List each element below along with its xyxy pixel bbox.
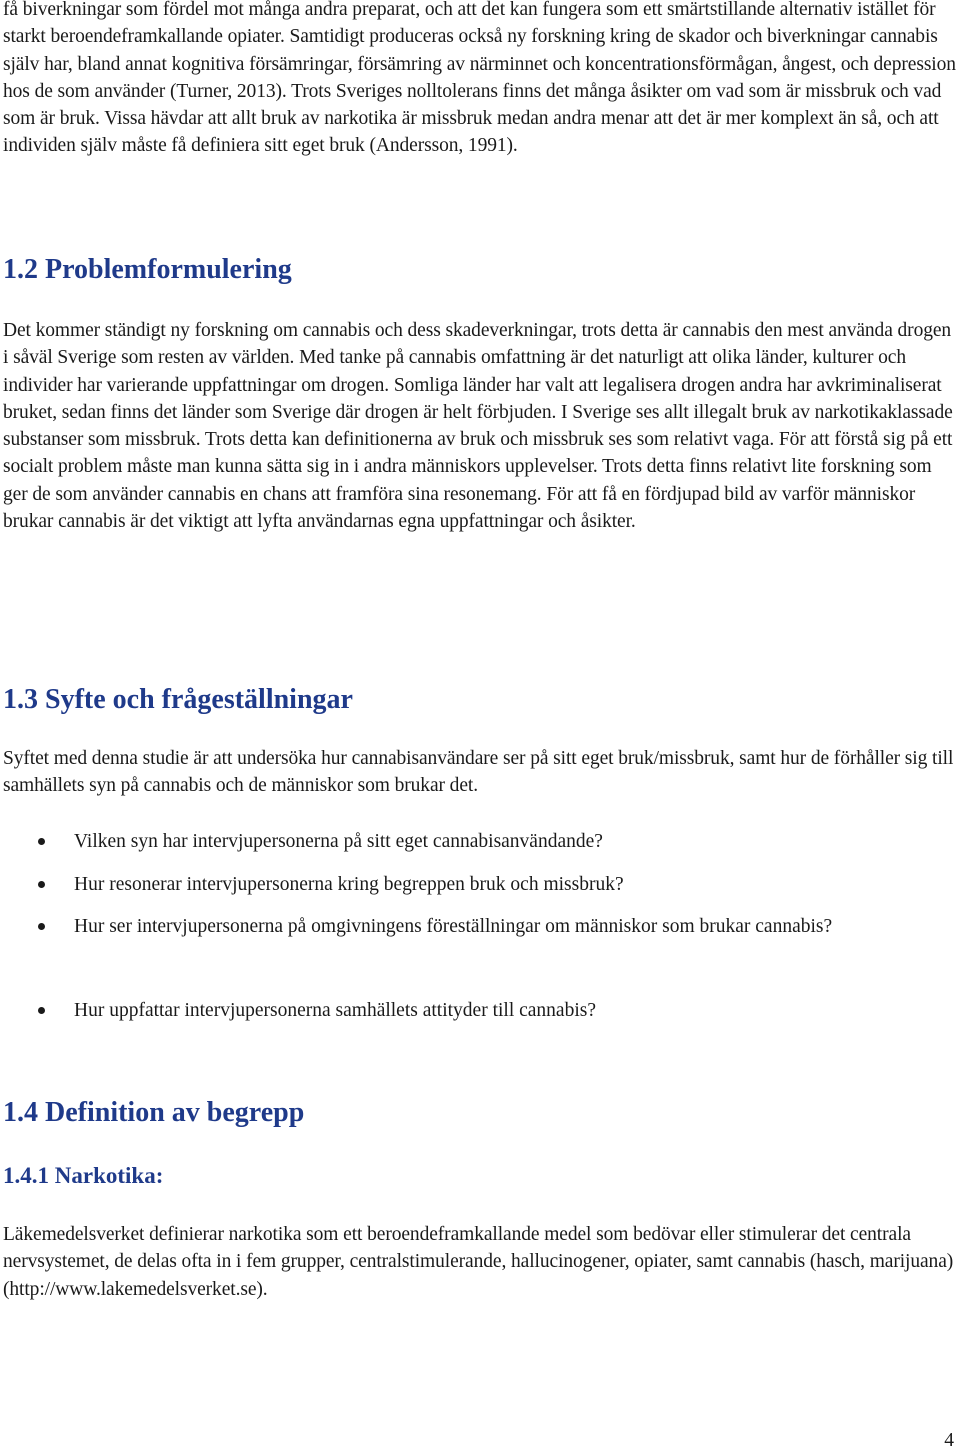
intro-sentence: få biverkningar som fördel mot många andra preparat, och att det kan fungera som ett smärtstillande alternativ istället för starkt beroendeframkallande opiater. (3, 0, 936, 48)
problem-sentence: Trots detta kan definitionerna av bruk och missbruk ses som relativt vaga. (200, 429, 775, 451)
page-number: 4 (944, 1430, 954, 1451)
bullet-icon (38, 923, 45, 930)
question-text: Hur uppfattar intervjupersonerna samhällets attityder till cannabis? (74, 1000, 596, 1021)
problem-sentence: Det kommer ständigt ny forskning om cannabis och dess skadeverkningar, trots detta är cannabis den mest använda drogen i såväl Sverige som resten av världen. (3, 320, 952, 369)
section-heading-syfte: 1.3 Syfte och frågeställningar (3, 684, 353, 715)
problem-sentence: För att få en fördjupad bild av varför människor brukar cannabis är det viktigt att lyfta användarnas egna uppfattningar och åsikter. (3, 483, 916, 533)
problem-sentence: Somliga länder har valt att legalisera drogen andra har avkriminaliserat bruket, sedan finns det länder som Sverige där drogen är helt förbjuden. (3, 374, 942, 423)
problem-sentence: För att förstå sig på ett socialt problem måste man kunna sätta sig in i andra människors upplevelser. (3, 429, 953, 478)
subsection-heading-narkotika: 1.4.1 Narkotika: (3, 1163, 164, 1188)
question-text: Hur resonerar intervjupersonerna kring begreppen bruk och missbruk? (74, 874, 624, 895)
problem-sentence: Trots detta finns relativt lite forskning som ger de som använder cannabis en chans att framföra sina resonemang. (3, 456, 932, 505)
bullet-icon (38, 881, 45, 888)
section-heading-definition: 1.4 Definition av begrepp (3, 1097, 305, 1128)
syfte-paragraph: Syftet med denna studie är att undersöka hur cannabisanvändare ser på sitt eget bruk/missbruk, samt hur de förhåller sig till samhällets syn på cannabis och de människor som brukar det. (3, 748, 954, 797)
bullet-icon (38, 1007, 45, 1014)
intro-paragraph (3, 0, 958, 160)
bullet-icon (38, 838, 45, 845)
question-text: Hur ser intervjupersonerna på omgivningens föreställningar om människor som brukar cannabis? (74, 916, 833, 937)
question-text: Vilken syn har intervjupersonerna på sitt eget cannabisanvändande? (74, 831, 603, 852)
intro-sentence: Samtidigt produceras också ny forskning kring de skador och biverkningar cannabis själv har, bland annat kognitiva försämringar, försämring av närminnet och koncentrationsförmågan, ångest, och depression hos de som använder (Turner, 2013). (3, 26, 956, 102)
intro-sentence: Trots Sveriges nolltolerans finns det många åsikter om vad som är missbruk och vad som är bruk. (3, 80, 942, 130)
intro-sentence: Vissa hävdar att allt bruk av narkotika är missbruk medan andra menar att det är mer komplext än så, och att individen själv måste få definiera sitt eget bruk (Andersson, 1991). (3, 108, 939, 157)
problem-sentence: I Sverige ses allt illegalt bruk av narkotikaklassade substanser som missbruk. (3, 401, 953, 451)
section-heading-problemformulering: 1.2 Problemformulering (3, 254, 292, 285)
narkotika-paragraph: Läkemedelsverket definierar narkotika som ett beroendeframkallande medel som bedövar eller stimulerar det centrala nervsystemet, de delas ofta in i fem grupper, centralstimulerande, hallucinogener, opiater, samt cannabis (hasch, marijuana) (http://www.lakemedelsverket.se). (3, 1224, 954, 1300)
problem-sentence: Med tanke på cannabis omfattning är det naturligt att olika länder, kulturer och individer har varierande uppfattningar om drogen. (3, 347, 906, 396)
problemformulering-paragraph (3, 317, 958, 535)
